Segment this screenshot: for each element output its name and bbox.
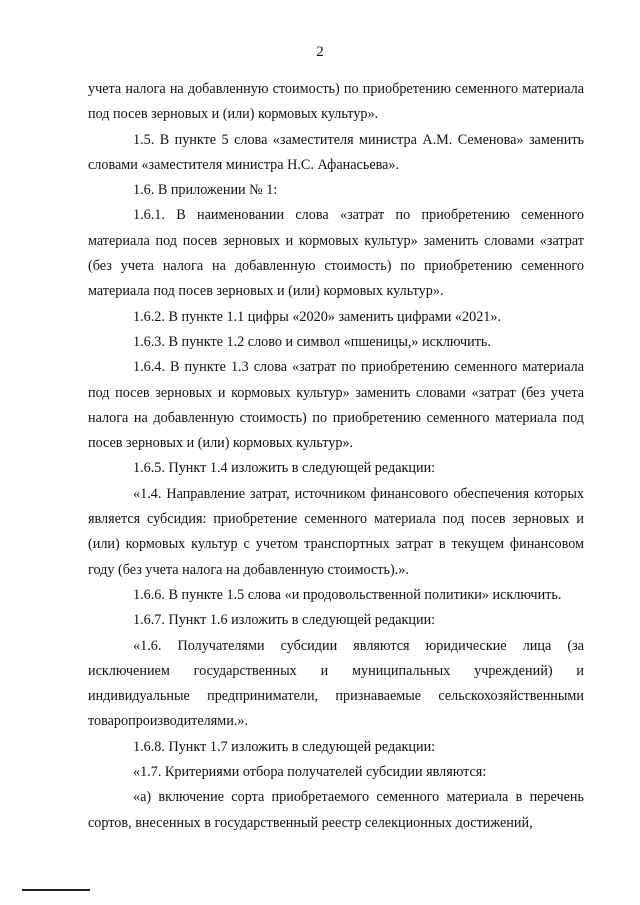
paragraph-quote-1-7: «1.7. Критериями отбора получателей субсидии являются: [133,764,487,781]
paragraph-1-6-7: 1.6.7. Пункт 1.6 изложить в следующей редакции: [133,612,436,629]
paragraph-1-6-5: 1.6.5. Пункт 1.4 изложить в следующей редакции: [133,460,436,477]
paragraph-continuation: учета налога на добавленную стоимость) по приобретению семенного материала под посев зерновых и (или) кормовых культур». [88,81,584,123]
paragraph-item-a: «а) включение сорта приобретаемого семенного материала в перечень сортов, внесенных в государственный реестр селекционных достижений, [88,789,584,831]
paragraph-1-6-2: 1.6.2. В пункте 1.1 цифры «2020» заменить цифрами «2021». [133,308,502,325]
paragraph-1-6-1: 1.6.1. В наименовании слова «затрат по приобретению семенного материала под посев зерновых и кормовых культур» заменить словами «затрат (без учета налога на добавленную стоимость) по приобретению семенного материала под посев зерновых и (или) кормовых культур». [88,207,584,300]
paragraph-1-6: 1.6. В приложении № 1: [133,182,278,199]
paragraph-1-6-8: 1.6.8. Пункт 1.7 изложить в следующей редакции: [133,738,436,755]
paragraph-1-6-6: 1.6.6. В пункте 1.5 слова «и продовольственной политики» исключить. [133,586,562,603]
page-number: 2 [316,44,324,60]
footer-rule [22,889,90,891]
paragraph-1-6-3: 1.6.3. В пункте 1.2 слово и символ «пшеницы,» исключить. [133,333,491,350]
document-body [88,77,584,836]
paragraph-quote-1-6: «1.6. Получателями субсидии являются юридические лица (за исключением государственных и муниципальных учреждений) и индивидуальные предприниматели, признаваемые сельскохозяйственными товаропроизводителями.». [88,637,584,730]
paragraph-quote-1-4: «1.4. Направление затрат, источником финансового обеспечения которых является субсидия: приобретение семенного материала под посев зерновых и (или) кормовых культур с учетом транспортных затрат в текущем финансовом году (без учета налога на добавленную стоимость).». [88,485,584,578]
paragraph-1-5: 1.5. В пункте 5 слова «заместителя министра А.М. Семенова» заменить словами «заместителя министра Н.С. Афанасьева». [88,131,584,173]
paragraph-1-6-4: 1.6.4. В пункте 1.3 слова «затрат по приобретению семенного материала под посев зерновых и кормовых культур» заменить словами «затрат (без учета налога на добавленную стоимость) по приобретению семенного материала под посев зерновых и (или) кормовых культур». [88,359,584,452]
